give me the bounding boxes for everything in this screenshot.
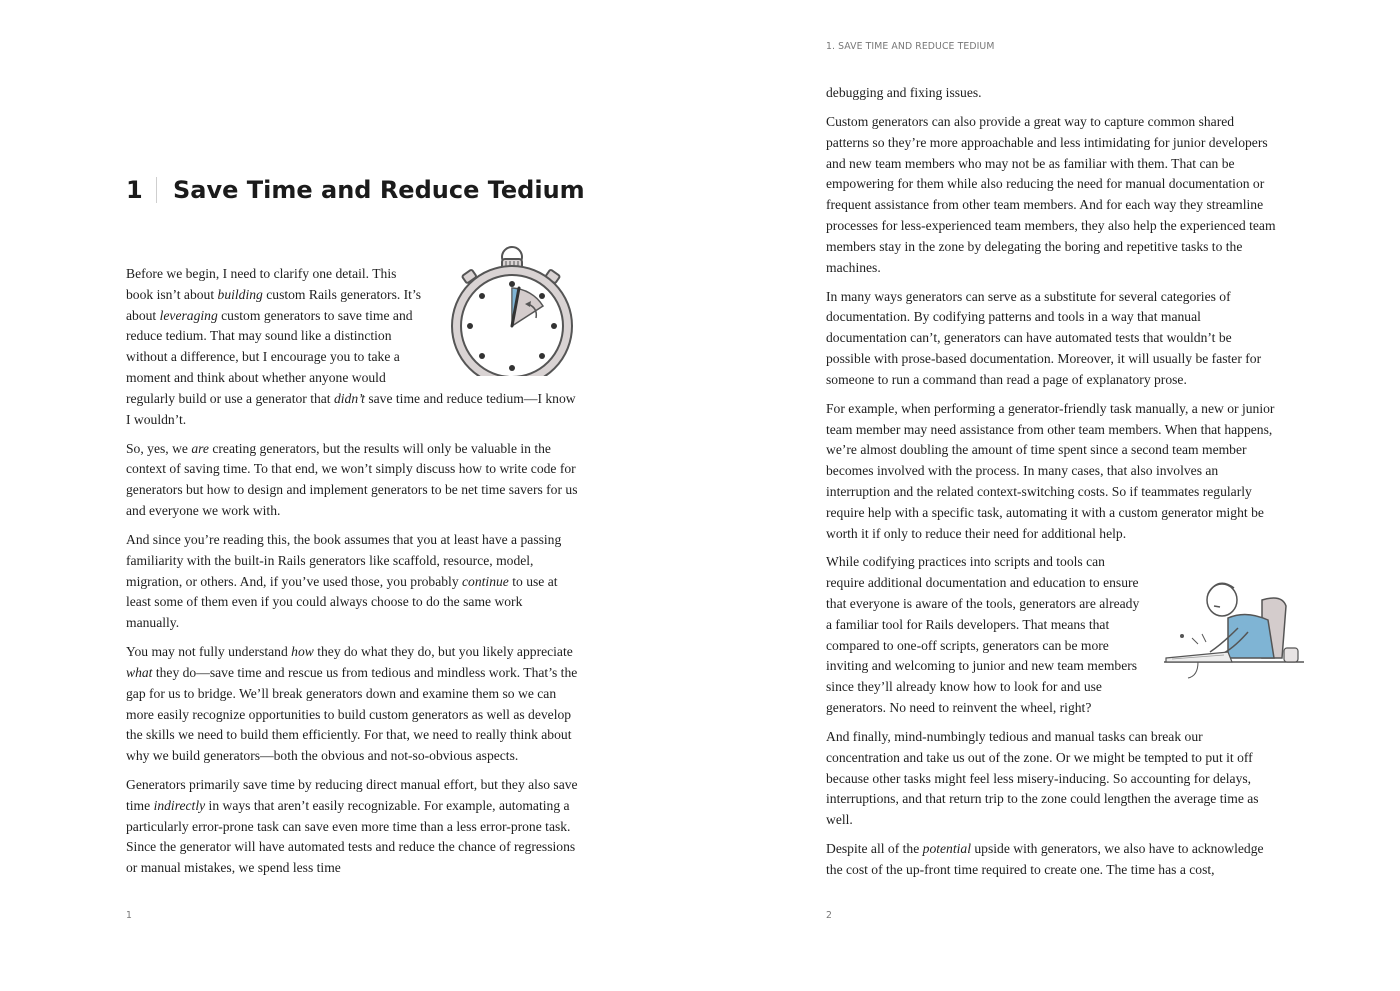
right-body-text: [826, 83, 1278, 889]
text-run: Custom generators can also provide a great way to capture common shared patterns so they’re more approachable and less intimidating for junior developers and new team members who may not be as familiar with them. That can be empowering for them while also reducing the need for manual documentation or frequent assistance from other team members. And for each way they streamline processes for less-experienced team members, they also help the experienced team members stay in the zone by delegating the boring and repetitive tasks to the machines.: [826, 113, 1276, 275]
emphasis-text: building: [217, 286, 263, 302]
text-run: save time and reduce tedium—I know I wouldn’t.: [126, 390, 576, 427]
right-page: [700, 0, 1400, 991]
stopwatch-illustration-icon: [446, 244, 578, 376]
left-body-text: [126, 264, 578, 887]
text-run: they do what they do, but you likely appreciate: [313, 644, 573, 660]
body-paragraph: [826, 399, 1278, 545]
page-number: 2: [826, 910, 832, 921]
emphasis-text: leveraging: [159, 307, 218, 323]
body-paragraph: [826, 287, 1278, 391]
body-paragraph: [126, 439, 578, 522]
chapter-number: 1: [126, 176, 143, 204]
body-paragraph: [826, 727, 1278, 831]
text-run: For example, when performing a generator-friendly task manually, a new or junior team member may need assistance from other team members. When that happens, we’re almost doubling the amount of time spent since a second team member becomes involved with the process. In many cases, that also involves an interruption and the related context-switching costs. So if teammates regularly require help with a specific task, automating it with a custom generator might be worth it if only to reduce their need for additional help.: [826, 400, 1275, 541]
body-paragraph: [826, 839, 1278, 881]
emphasis-text: didn’t: [333, 390, 365, 406]
emphasis-text: continue: [462, 573, 509, 589]
text-run: You may not fully understand: [126, 644, 292, 660]
text-run: they do—save time and rescue us from tedious and mindless work. That’s the gap for us to bridge. We’ll break generators down and examine them so we can more easily recognize opportunities to build custom generators as well as develop the skills we need to build them efficiently. For that, we need to really think about why we build generators—both the obvious and not-so-obvious aspects.: [126, 664, 578, 764]
running-head: 1. SAVE TIME AND REDUCE TEDIUM: [826, 41, 995, 52]
body-paragraph: [826, 83, 1278, 104]
emphasis-text: how: [291, 644, 314, 660]
text-run: So, yes, we: [126, 440, 192, 456]
body-paragraph: [826, 112, 1278, 278]
body-paragraph: [126, 530, 578, 634]
page-number: 1: [126, 910, 132, 921]
text-run: custom generators to save time and reduce tedium. That may sound like a distinction without a difference, but I encourage you to take a moment and think about whether anyone would regularly build or use a generator that: [126, 307, 413, 406]
emphasis-text: potential: [922, 841, 971, 857]
text-run: And since you’re reading this, the book assumes that you at least have a passing familiarity with the built-in Rails generators like scaffold, resource, model, migration, or others. And, if you’ve used those, you probably: [126, 531, 562, 589]
text-run: debugging and fixing issues.: [826, 85, 982, 100]
text-run: upside with generators, we also have to acknowledge the cost of the up-front time required to create one. The time has a cost,: [826, 841, 1264, 878]
text-run: custom Rails generators. It’s about: [126, 286, 422, 323]
text-run: Generators primarily save time by reducing direct manual effort, but they also save time: [126, 777, 578, 813]
text-run: Before we begin, I need to clarify one detail. This book isn’t about: [126, 266, 397, 302]
chapter-title: Save Time and Reduce Tedium: [173, 176, 585, 204]
developer-typing-illustration-icon: [1158, 566, 1308, 686]
body-paragraph: [126, 775, 578, 879]
text-run: Despite all of the: [826, 841, 923, 857]
emphasis-text: indirectly: [153, 797, 206, 813]
emphasis-text: are: [191, 440, 209, 456]
right-paragraphs: [826, 83, 1278, 881]
emphasis-text: what: [126, 664, 153, 680]
text-run: in ways that aren’t easily recognizable. For example, automating a particularly error-prone task can save even more time than a less error-prone task. Since the generator will have automated tests and reduce the chance of regressions or manual mistakes, we spend less time: [126, 797, 576, 876]
text-run: In many ways generators can serve as a substitute for several categories of documentation. By codifying patterns and tools in a way that manual documentation can’t, generators can have automated tests that wouldn’t be possible with prose-based documentation. Moreover, it will usually be faster for someone to run a command than read a page of explanatory prose.: [826, 288, 1262, 387]
text-run: While codifying practices into scripts and tools can require additional documentation and education to ensure that everyone is aware of the tools, generators are already a familiar tool for Rails developers. That means that compared to one-off scripts, generators can be more inviting and welcoming to junior and new team members since they’ll already know how to look for and use generators. No need to reinvent the wheel, right?: [826, 554, 1140, 716]
chapter-heading: [126, 176, 585, 204]
chapter-divider: [156, 177, 157, 203]
text-run: creating generators, but the results will only be valuable in the context of saving time. To that end, we won’t simply discuss how to write code for generators but how to design and implement generators to be net time savers for us and everyone we work with.: [126, 440, 578, 518]
body-paragraph: [126, 642, 578, 767]
text-run: to use at least some of them even if you could always choose to do the same work manually.: [126, 573, 558, 631]
text-run: And finally, mind-numbingly tedious and manual tasks can break our concentration and take us out of the zone. Or we might be tempted to put it off because other tasks might feel less misery-inducing. So accounting for delays, interruptions, and that return trip to the zone could lengthen the average time as well.: [826, 729, 1259, 828]
